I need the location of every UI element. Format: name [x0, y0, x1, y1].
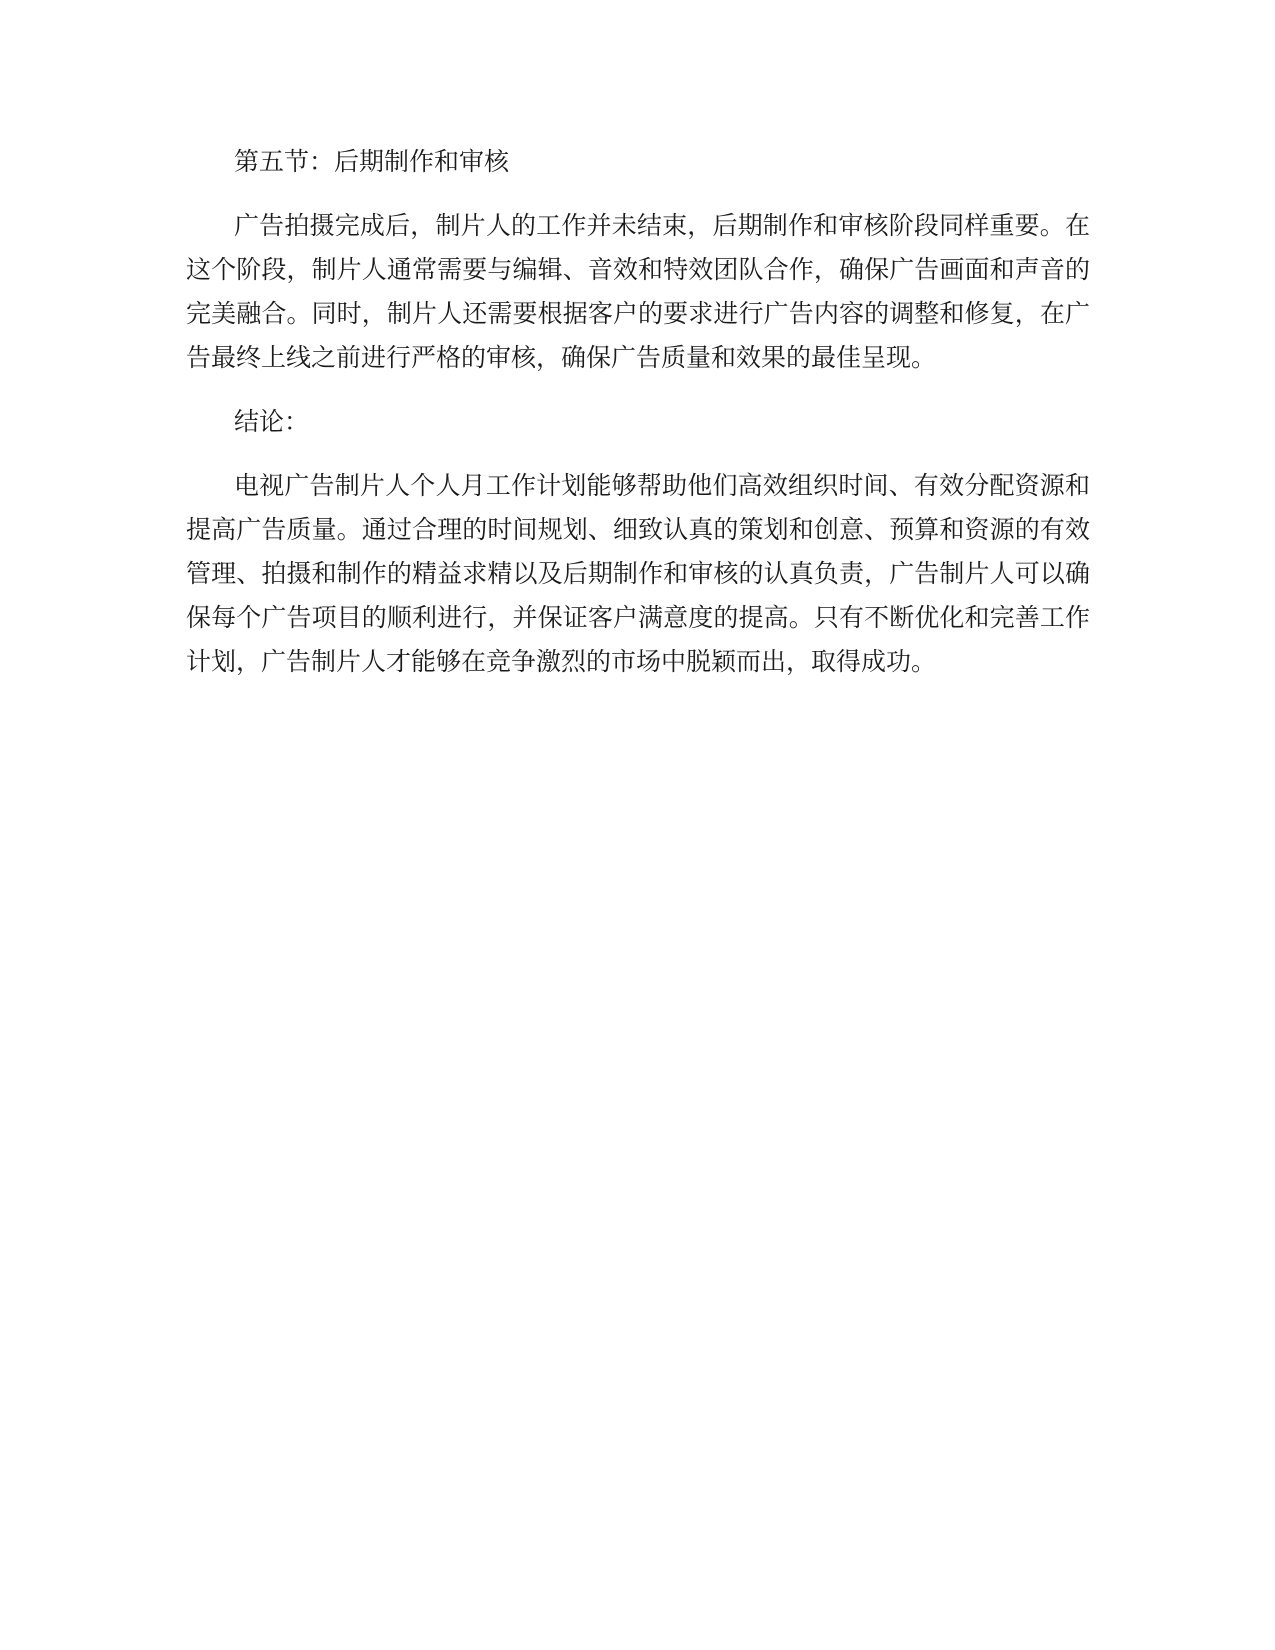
- section-title: 第五节：后期制作和审核: [234, 147, 510, 176]
- conclusion-paragraph: 电视广告制片人个人月工作计划能够帮助他们高效组织时间、有效分配资源和提高广告质量。通过合理的时间规划、细致认真的策划和创意、预算和资源的有效管理、拍摄和制作的精益求精以及后期制作和审核的认真负责，广告制片人可以确保每个广告项目的顺利进行，并保证客户满意度的提高。只有不断优化和完善工作计划，广告制片人才能够在竞争激烈的市场中脱颖而出，取得成功。: [186, 471, 1090, 676]
- conclusion-title: 结论：: [234, 407, 310, 436]
- section-paragraph: 广告拍摄完成后，制片人的工作并未结束，后期制作和审核阶段同样重要。在这个阶段，制片人通常需要与编辑、音效和特效团队合作，确保广告画面和声音的完美融合。同时，制片人还需要根据客户的要求进行广告内容的调整和修复，在广告最终上线之前进行严格的审核，确保广告质量和效果的最佳呈现。: [186, 211, 1090, 372]
- document-body: [186, 140, 1090, 704]
